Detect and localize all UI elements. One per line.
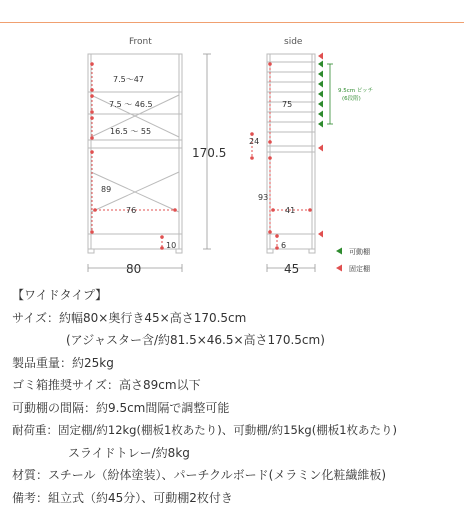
front-red-dims <box>90 62 177 250</box>
spec-weight: 製品重量：約25kg <box>12 355 114 370</box>
spec-size-adjuster: (アジャスター含/約81.5×46.5×高さ170.5cm) <box>66 333 325 347</box>
spec-size: サイズ：約幅80×奥行き45×高さ170.5cm <box>12 310 247 325</box>
pitch-steps: (6段階) <box>342 96 361 102</box>
front-dim-2: 7.5 ～ 46.5 <box>109 100 153 109</box>
side-fixed-markers <box>318 53 323 238</box>
legend-movable-marker <box>336 248 342 255</box>
front-dim-4: 89 <box>101 185 112 194</box>
front-width: 80 <box>126 262 142 276</box>
front-overall-dims <box>88 54 211 272</box>
side-frame <box>267 54 315 253</box>
spec-type-heading: 【ワイドタイプ】 <box>12 288 108 302</box>
front-dim-1: 7.5～47 <box>113 75 144 84</box>
side-dim-3: 93 <box>258 193 269 202</box>
front-dim-3: 16.5 ～ 55 <box>110 127 152 136</box>
side-dim-1: 75 <box>282 100 293 109</box>
pitch-label: 9.5cm ピッチ <box>338 88 374 94</box>
side-red-dims <box>250 62 312 250</box>
spec-notes: 備考：組立式（約45分）、可動棚2枚付き <box>12 490 233 505</box>
spec-material: 材質：スチール（紛体塗装）、パーチクルボード(メラミン化粧繊維板) <box>12 468 387 482</box>
legend-movable: 可動棚 <box>349 248 370 256</box>
front-dim-5: 76 <box>126 206 137 215</box>
side-dim-4: 41 <box>285 206 296 215</box>
spec-load-tray: スライドトレー/約8kg <box>68 445 190 460</box>
front-dim-6: 10 <box>166 241 177 250</box>
side-depth: 45 <box>284 262 300 276</box>
legend-fixed-marker <box>336 265 342 272</box>
spec-bin-size: ゴミ箱推奨サイズ：高さ89cm以下 <box>12 378 201 392</box>
front-label: Front <box>129 37 152 47</box>
spec-shelf-interval: 可動棚の間隔：約9.5cm間隔で調整可能 <box>12 400 230 415</box>
top-border <box>0 0 464 23</box>
side-pitch-bracket <box>327 64 333 124</box>
side-dim-5: 6 <box>281 241 287 250</box>
side-label: side <box>284 37 303 47</box>
side-movable-markers <box>318 61 323 128</box>
front-height: 170.5 <box>192 146 227 160</box>
spec-load-capacity: 耐荷重：固定棚/約12kg(棚板1枚あたり)、可動棚/約15kg(棚板1枚あたり) <box>12 423 398 437</box>
diagram-svg <box>0 22 464 280</box>
spec-list <box>12 284 460 509</box>
dimension-diagram <box>0 22 464 280</box>
side-dim-2: 24 <box>249 137 260 146</box>
legend-fixed: 固定棚 <box>349 265 370 273</box>
